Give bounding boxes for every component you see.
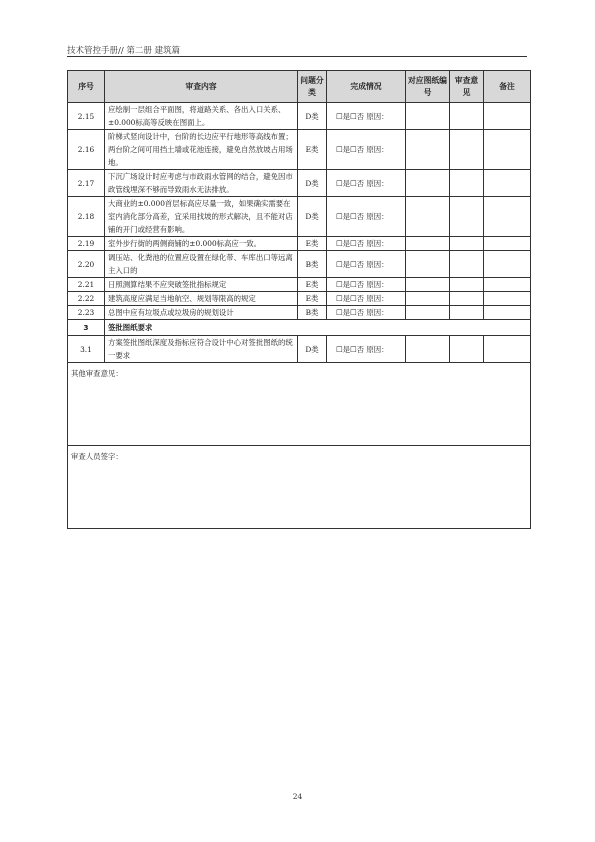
row-remarks-cell[interactable] <box>484 306 531 320</box>
row-remarks-cell[interactable] <box>484 130 531 170</box>
row-remarks-cell[interactable] <box>484 336 531 363</box>
table-row <box>68 251 531 278</box>
section-title: 签批图纸要求 <box>105 320 531 336</box>
row-content: 室外步行街的两侧商铺的±0.000标高应一致。 <box>105 237 298 251</box>
reviewer-signature-label: 审查人员签字： <box>71 452 123 461</box>
row-remarks-cell[interactable] <box>484 170 531 197</box>
row-content: 阶梯式竖向设计中，台阶的长边应平行地形等高线布置；两台阶之间可用挡土墙或花池连接，避免自然放坡占用场地。 <box>105 130 298 170</box>
page-number: 24 <box>292 792 303 801</box>
table-row <box>68 237 531 251</box>
table-header-row <box>68 71 531 103</box>
row-status-checkbox[interactable]: ☐是☐否 原因： <box>327 251 406 278</box>
row-opinion-cell[interactable] <box>450 292 484 306</box>
header-category: 问题分类 <box>298 71 327 103</box>
row-content: 下沉广场设计时应考虑与市政雨水管网的结合，避免因市政管线埋深不够而导致雨水无法排放。 <box>105 170 298 197</box>
row-opinion-cell[interactable] <box>450 130 484 170</box>
row-number: 3.1 <box>68 336 105 363</box>
row-number: 2.23 <box>68 306 105 320</box>
row-remarks-cell[interactable] <box>484 251 531 278</box>
table-row <box>68 278 531 292</box>
row-drawing-cell[interactable] <box>406 170 450 197</box>
row-number: 2.16 <box>68 130 105 170</box>
row-remarks-cell[interactable] <box>484 292 531 306</box>
row-status-checkbox[interactable]: ☐是☐否 原因： <box>327 278 406 292</box>
row-content: 建筑高度应满足当地航空、规划等限高的规定 <box>105 292 298 306</box>
row-drawing-cell[interactable] <box>406 237 450 251</box>
other-opinion-label: 其他审查意见： <box>71 369 123 378</box>
row-category: D类 <box>298 103 327 130</box>
table-row <box>68 306 531 320</box>
row-drawing-cell[interactable] <box>406 130 450 170</box>
row-opinion-cell[interactable] <box>450 197 484 237</box>
row-opinion-cell[interactable] <box>450 336 484 363</box>
row-category: E类 <box>298 292 327 306</box>
row-category: D类 <box>298 336 327 363</box>
header-divider <box>67 56 527 57</box>
row-category: B类 <box>298 251 327 278</box>
header-remarks: 备注 <box>484 71 531 103</box>
other-opinion-field[interactable] <box>68 363 531 446</box>
row-opinion-cell[interactable] <box>450 103 484 130</box>
row-status-checkbox[interactable]: ☐是☐否 原因： <box>327 197 406 237</box>
row-content: 方案签批图纸深度及指标应符合设计中心对签批图纸的统一要求 <box>105 336 298 363</box>
other-opinion-row <box>68 363 531 446</box>
row-category: E类 <box>298 237 327 251</box>
row-status-checkbox[interactable]: ☐是☐否 原因： <box>327 170 406 197</box>
row-status-checkbox[interactable]: ☐是☐否 原因： <box>327 237 406 251</box>
header-status: 完成情况 <box>327 71 406 103</box>
row-drawing-cell[interactable] <box>406 197 450 237</box>
section-heading-row <box>68 320 531 336</box>
row-status-checkbox[interactable]: ☐是☐否 原因： <box>327 130 406 170</box>
row-drawing-cell[interactable] <box>406 251 450 278</box>
row-status-checkbox[interactable]: ☐是☐否 原因： <box>327 306 406 320</box>
row-drawing-cell[interactable] <box>406 336 450 363</box>
row-opinion-cell[interactable] <box>450 251 484 278</box>
header-seq: 序号 <box>68 71 105 103</box>
row-number: 2.22 <box>68 292 105 306</box>
review-checklist <box>67 70 530 529</box>
reviewer-signature-row <box>68 446 531 529</box>
row-drawing-cell[interactable] <box>406 292 450 306</box>
row-number: 2.18 <box>68 197 105 237</box>
row-drawing-cell[interactable] <box>406 103 450 130</box>
header-drawing-number: 对应图纸编号 <box>406 71 450 103</box>
row-content: 总图中应有垃圾点或垃圾房的规划设计 <box>105 306 298 320</box>
row-opinion-cell[interactable] <box>450 306 484 320</box>
row-category: E类 <box>298 278 327 292</box>
row-content: 大商业的±0.000首层标高应尽量一致，如果确实需要在室内消化部分高差，宜采用找坡的形式解决，且不能对店铺的开门或经营有影响。 <box>105 197 298 237</box>
row-number: 2.20 <box>68 251 105 278</box>
section-number: 3 <box>68 320 105 336</box>
row-remarks-cell[interactable] <box>484 103 531 130</box>
running-header: 技术管控手册// 第二册 建筑篇 <box>67 46 181 56</box>
row-content: 日照测算结果不应突破签批指标规定 <box>105 278 298 292</box>
row-remarks-cell[interactable] <box>484 278 531 292</box>
row-category: D类 <box>298 197 327 237</box>
row-category: D类 <box>298 170 327 197</box>
row-number: 2.19 <box>68 237 105 251</box>
row-status-checkbox[interactable]: ☐是☐否 原因： <box>327 103 406 130</box>
row-opinion-cell[interactable] <box>450 170 484 197</box>
row-category: E类 <box>298 130 327 170</box>
row-content: 应绘制一层组合平面图，将道路关系、各出入口关系、±0.000标高等反映在图面上。 <box>105 103 298 130</box>
table-row <box>68 197 531 237</box>
review-table <box>67 70 531 529</box>
row-opinion-cell[interactable] <box>450 278 484 292</box>
row-status-checkbox[interactable]: ☐是☐否 原因： <box>327 292 406 306</box>
table-row <box>68 103 531 130</box>
header-opinion: 审查意见 <box>450 71 484 103</box>
table-row <box>68 292 531 306</box>
reviewer-signature-field[interactable] <box>68 446 531 529</box>
row-number: 2.21 <box>68 278 105 292</box>
row-drawing-cell[interactable] <box>406 306 450 320</box>
row-content: 调压站、化粪池的位置应设置在绿化带、车库出口等远离主入口的 <box>105 251 298 278</box>
header-content: 审查内容 <box>105 71 298 103</box>
row-opinion-cell[interactable] <box>450 237 484 251</box>
row-remarks-cell[interactable] <box>484 237 531 251</box>
row-number: 2.17 <box>68 170 105 197</box>
table-row <box>68 170 531 197</box>
row-drawing-cell[interactable] <box>406 278 450 292</box>
table-row <box>68 130 531 170</box>
table-row <box>68 336 531 363</box>
row-number: 2.15 <box>68 103 105 130</box>
row-remarks-cell[interactable] <box>484 197 531 237</box>
row-status-checkbox[interactable]: ☐是☐否 原因： <box>327 336 406 363</box>
row-category: B类 <box>298 306 327 320</box>
